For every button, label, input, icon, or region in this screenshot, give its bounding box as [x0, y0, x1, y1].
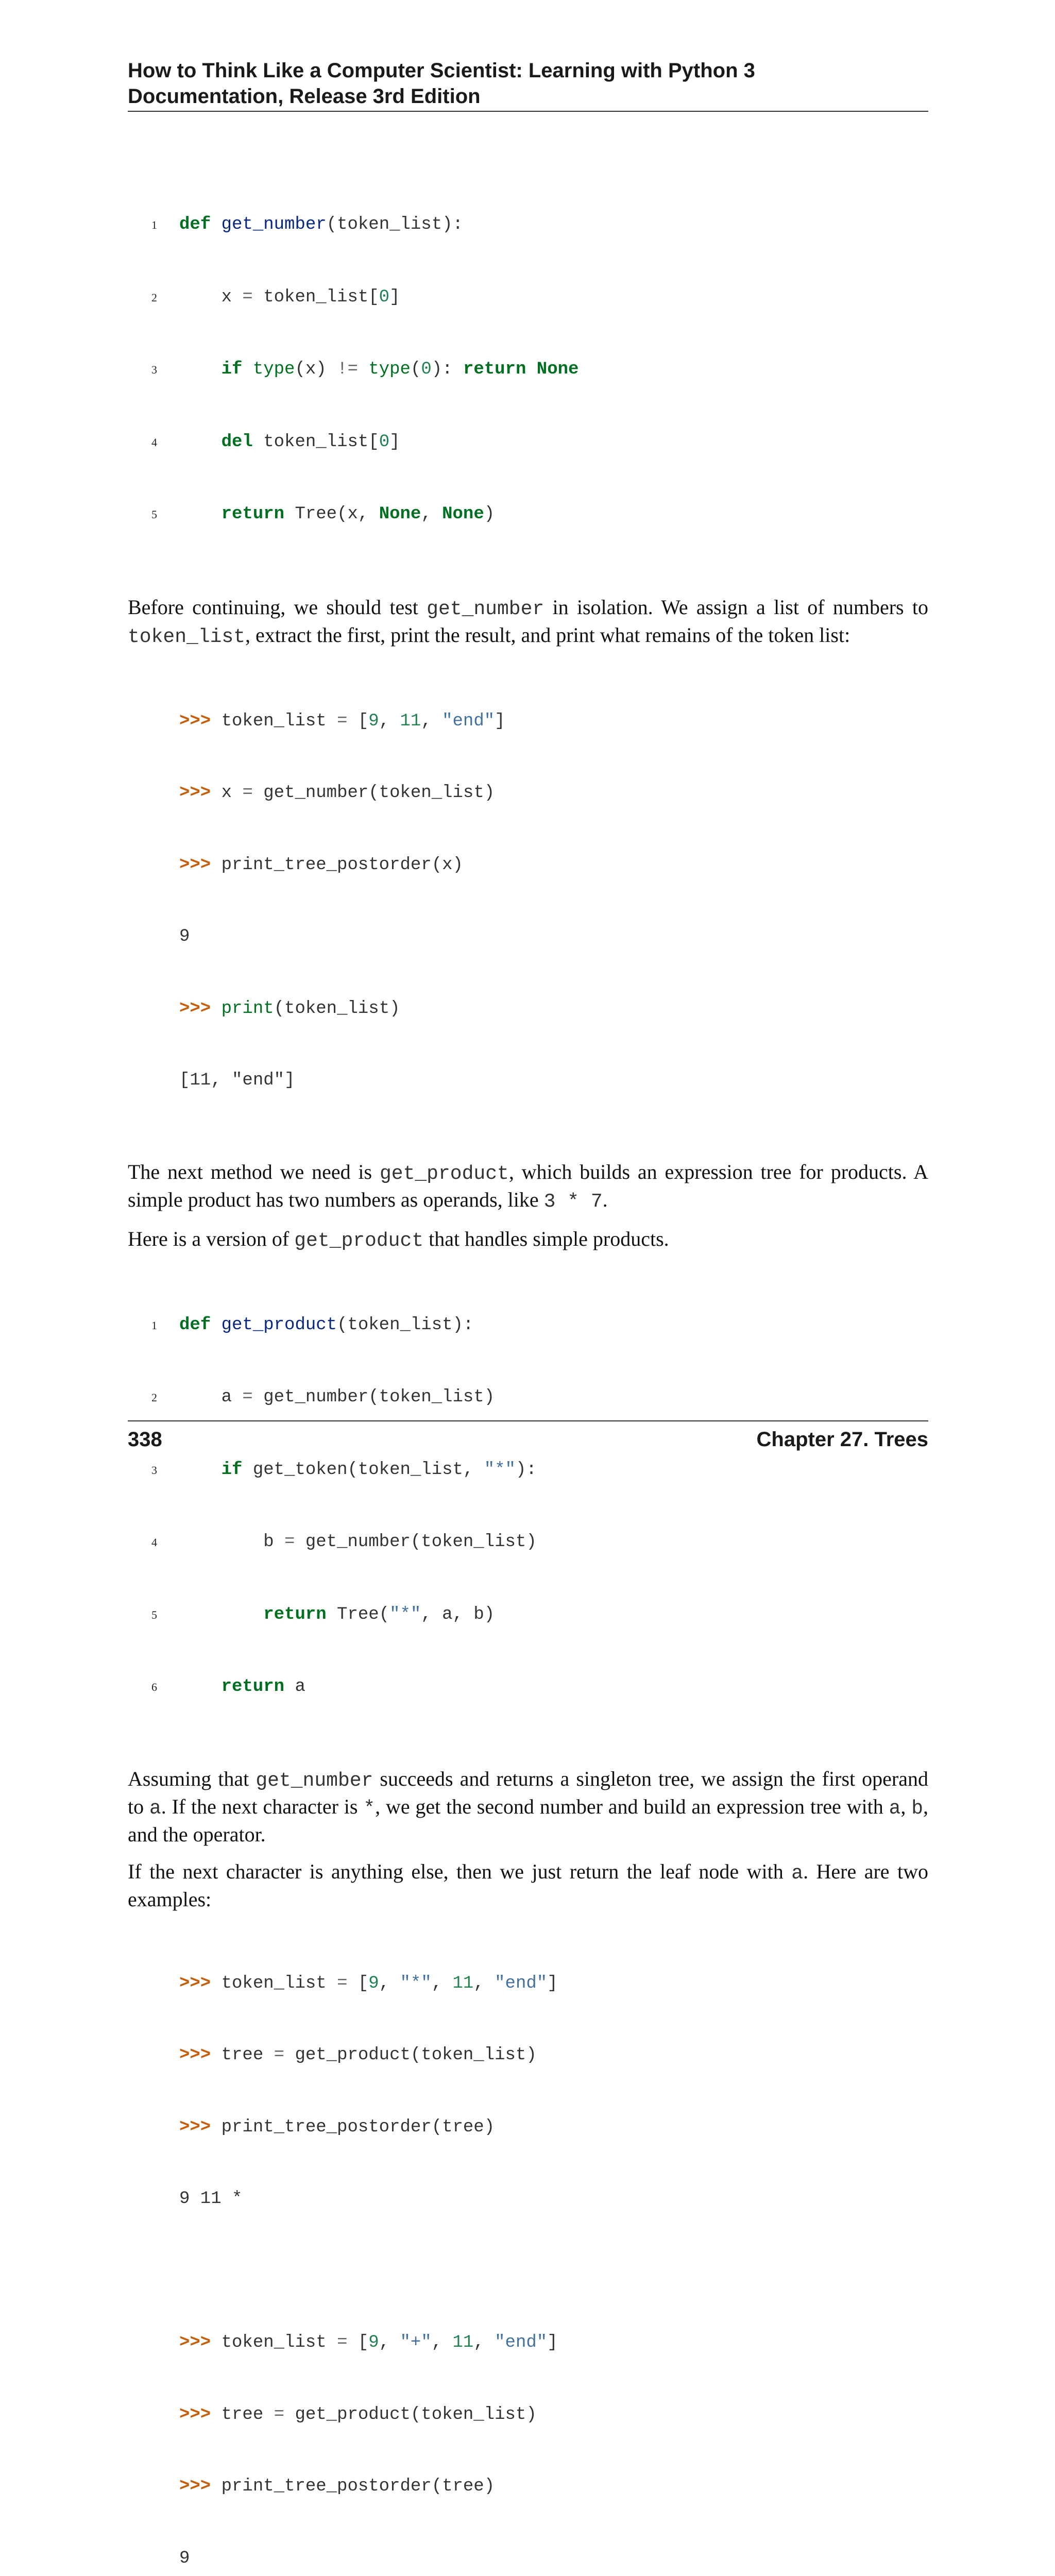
- code-block-get-number: [128, 165, 928, 575]
- paragraph-assuming-get-number: Assuming that get_number succeeds and returns a singleton tree, we assign the first operand to a. If the next character is *, we get the second number and build an expression tree with a, b, and the operator.: [128, 1766, 928, 1848]
- code-line: 2 x = token_list[0]: [128, 285, 928, 310]
- page-number: 338: [128, 1424, 162, 1455]
- paragraph-test-get-number: Before continuing, we should test get_number in isolation. We assign a list of numbers to token_list, extract the first, print the result, and print what remains of the token list:: [128, 595, 928, 650]
- console-line: >>> print(token_list): [179, 997, 928, 1021]
- code-line: 3 if get_token(token_list, "*"):: [128, 1458, 928, 1483]
- code-line: 5 return Tree("*", a, b): [128, 1603, 928, 1628]
- console-output: 9 11 *: [179, 2187, 928, 2211]
- code-line: 6 return a: [128, 1675, 928, 1700]
- console-output: [11, "end"]: [179, 1069, 928, 1093]
- code-line: 3 if type(x) != type(0): return None: [128, 358, 928, 382]
- console-example-get-product: [128, 1924, 928, 2576]
- chapter-title: Chapter 27. Trees: [757, 1424, 929, 1455]
- console-output: 9: [179, 2547, 928, 2571]
- code-line: 2 a = get_number(token_list): [128, 1385, 928, 1410]
- console-output: 9: [179, 925, 928, 949]
- paragraph-get-product-intro: The next method we need is get_product, which builds an expression tree for products. A simple product has two numbers as operands, like 3 * 7.: [128, 1159, 928, 1215]
- console-line: >>> print_tree_postorder(tree): [179, 2475, 928, 2499]
- console-line: >>> x = get_number(token_list): [179, 781, 928, 805]
- code-block-get-product: [128, 1265, 928, 1748]
- paragraph-get-product-version: Here is a version of get_product that handles simple products.: [128, 1226, 928, 1254]
- paragraph-leaf-node: If the next character is anything else, then we just return the leaf node with a. Here are two examples:: [128, 1859, 928, 1912]
- code-line: 5 return Tree(x, None, None): [128, 502, 928, 527]
- console-blank-line: [179, 2259, 928, 2283]
- running-header: [128, 58, 928, 109]
- code-line: 4 b = get_number(token_list): [128, 1530, 928, 1555]
- page-content: [128, 165, 928, 2576]
- console-line: >>> print_tree_postorder(x): [179, 853, 928, 877]
- console-example-get-number: [128, 662, 928, 1141]
- console-line: >>> token_list = [9, "+", 11, "end"]: [179, 2331, 928, 2355]
- console-line: >>> tree = get_product(token_list): [179, 2043, 928, 2067]
- header-title-line-1: How to Think Like a Computer Scientist: Learning with Python 3: [128, 58, 928, 83]
- code-line: 1 def get_number(token_list):: [128, 213, 928, 238]
- running-footer: [128, 1424, 928, 1455]
- footer-divider: [128, 1420, 928, 1421]
- code-line: 1 def get_product(token_list):: [128, 1313, 928, 1338]
- console-line: >>> token_list = [9, 11, "end"]: [179, 709, 928, 734]
- header-divider: [128, 111, 928, 112]
- console-line: >>> tree = get_product(token_list): [179, 2403, 928, 2427]
- code-line: 4 del token_list[0]: [128, 430, 928, 455]
- console-line: >>> print_tree_postorder(tree): [179, 2115, 928, 2140]
- console-line: >>> token_list = [9, "*", 11, "end"]: [179, 1972, 928, 1996]
- header-title-line-2: Documentation, Release 3rd Edition: [128, 83, 928, 109]
